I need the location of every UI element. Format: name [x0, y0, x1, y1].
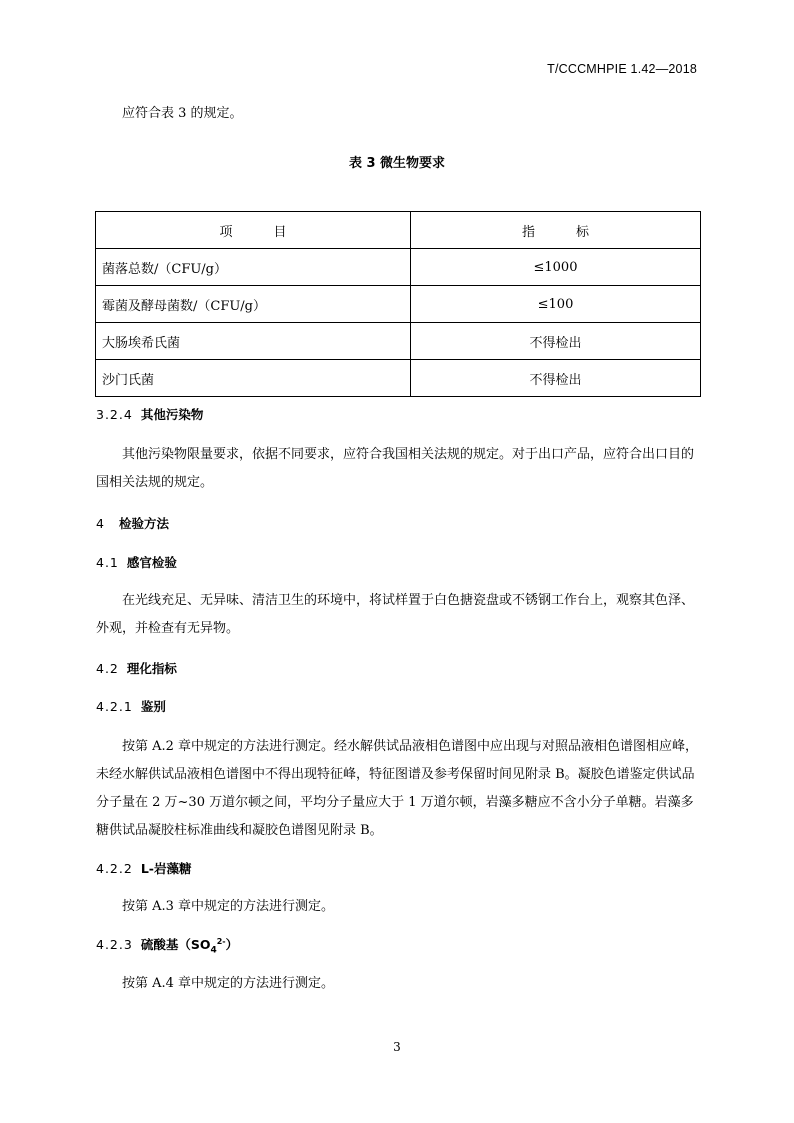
section-heading-4-1: 4.1 感官检验 [96, 555, 177, 570]
row-value: ≤100 [411, 286, 701, 323]
table-header-row [96, 212, 701, 249]
table-row [96, 323, 701, 360]
table-caption: 表 3 微生物要求 [348, 156, 446, 171]
table-row [96, 286, 701, 323]
document-code: T/CCCMHPIE 1.42—2018 [547, 62, 697, 76]
table-row [96, 249, 701, 286]
intro-paragraph: 应符合表 3 的规定。 [122, 106, 243, 121]
table-row [96, 360, 701, 397]
row-item: 沙门氏菌 [96, 360, 411, 397]
header-item: 项 目 [96, 212, 411, 249]
section-heading-4: 4 检验方法 [96, 516, 169, 531]
section-heading-4-2: 4.2 理化指标 [96, 661, 177, 676]
row-item: 菌落总数/（CFU/g） [96, 249, 411, 286]
row-value: ≤1000 [411, 249, 701, 286]
section-heading-4-2-3: 4.2.3 硫酸基$(SO_4^{2-})$ [96, 936, 239, 956]
section-4-1-text: 在光线充足、无异味、清洁卫生的环境中，将试样置于白色搪瓷盘或不锈钢工作台上，观察其色泽、外观，并检查有无异物。 [96, 593, 695, 636]
page-number: 3 [393, 1040, 401, 1054]
row-value: 不得检出 [411, 323, 701, 360]
row-item: 大肠埃希氏菌 [96, 323, 411, 360]
section-4-2-2-text: 按第 A.3 章中规定的方法进行测定。 [122, 899, 335, 914]
row-value: 不得检出 [411, 360, 701, 397]
section-heading-3-2-4: 3.2.4 其他污染物 [96, 407, 204, 422]
section-4-2-1-text: 按第 A.2 章中规定的方法进行测定。经水解供试品液相色谱图中应出现与对照品液相色谱图相应峰，未经水解供试品液相色谱图中不得出现特征峰，特征图谱及参考保留时间见附录 B。凝胶色谱鉴定供试品分子量在 2 万~30 万道尔顿之间，平均分子量应大于 1 万道尔顿，岩藻多糖应不含小分子单糖。岩藻多糖供试品凝胶柱标准曲线和凝胶色谱图见附录 B。 [96, 739, 699, 838]
header-indicator: 指 标 [411, 212, 701, 249]
row-item: 霉菌及酵母菌数/（CFU/g） [96, 286, 411, 323]
section-4-2-3-text: 按第 A.4 章中规定的方法进行测定。 [122, 976, 335, 991]
section-heading-4-2-1: 4.2.1 鉴别 [96, 699, 166, 714]
section-heading-4-2-2: 4.2.2 L-岩藻糖 [96, 861, 192, 876]
section-3-2-4-text: 其他污染物限量要求，依据不同要求，应符合我国相关法规的规定。对于出口产品，应符合出口目的国相关法规的规定。 [96, 447, 695, 490]
microbial-requirements-table [95, 211, 701, 397]
